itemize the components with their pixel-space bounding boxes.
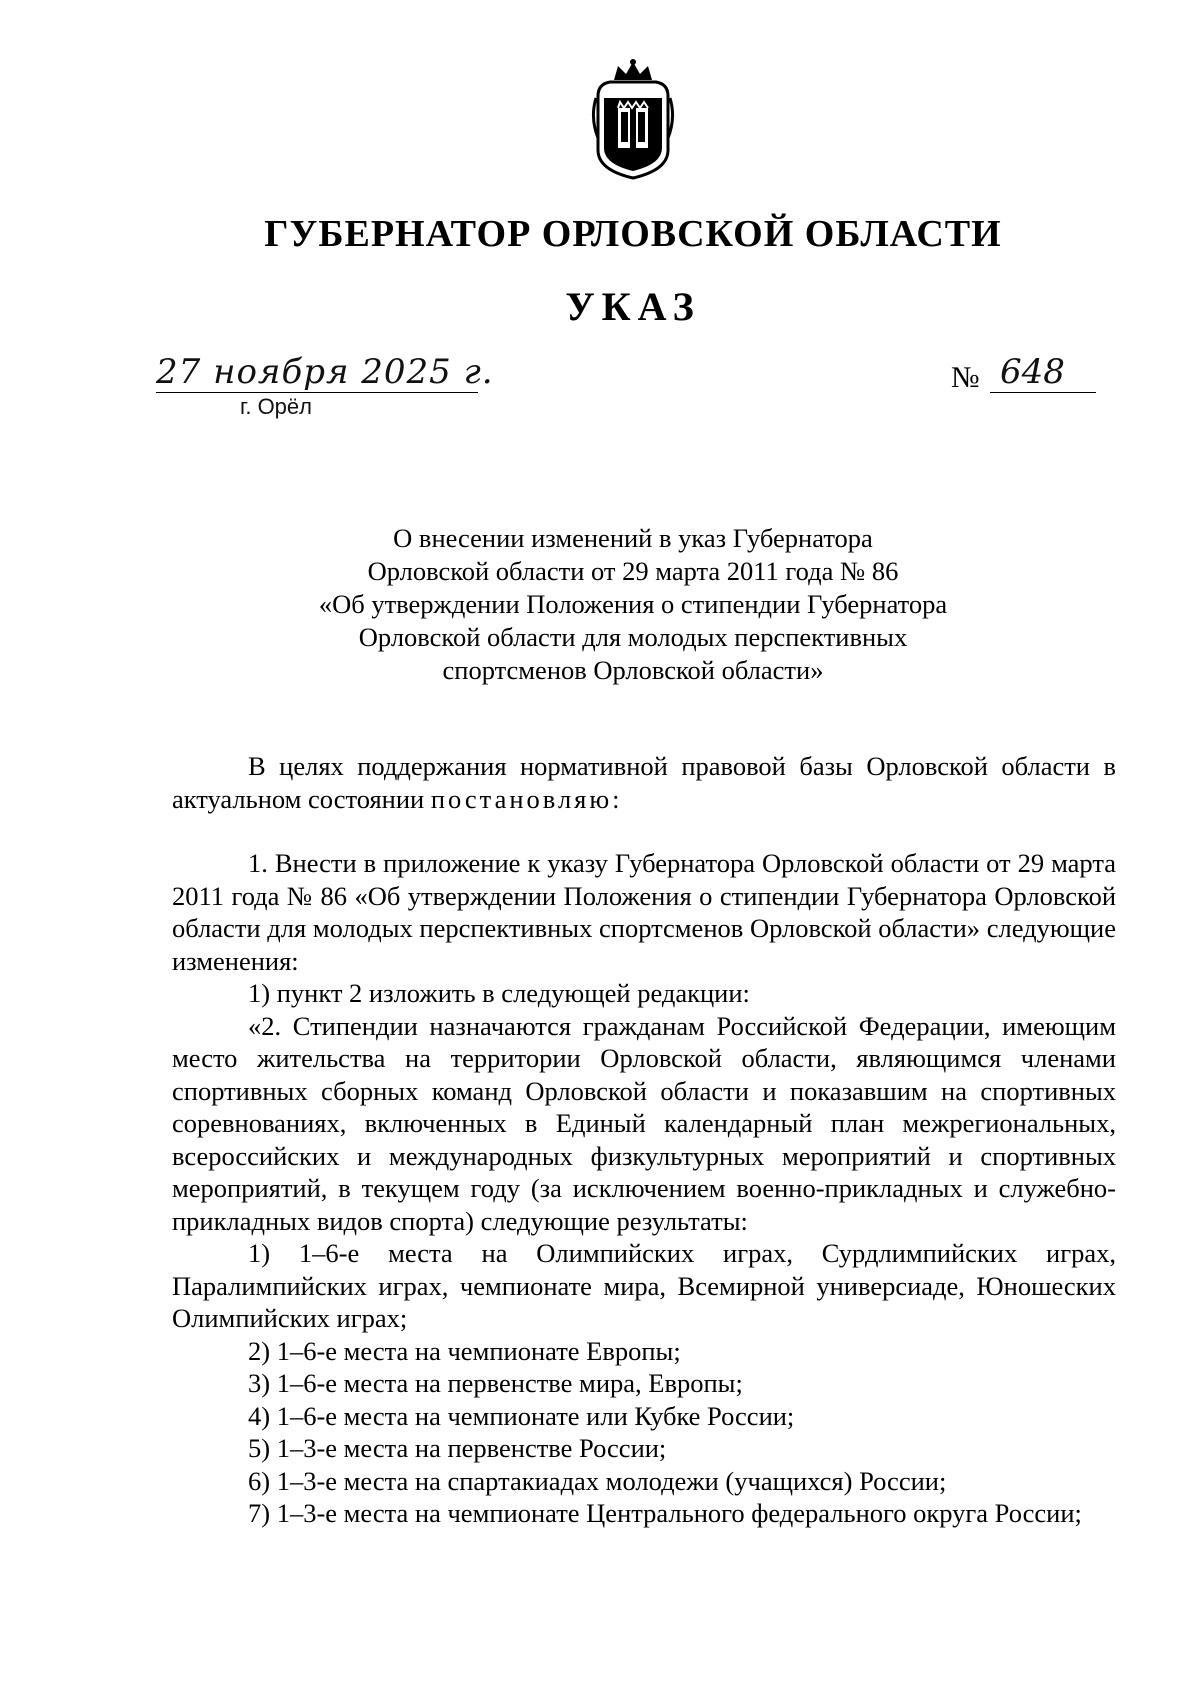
coat-of-arms-emblem (588, 58, 678, 180)
result-item: 2) 1–6-е места на чемпионате Европы; (248, 1335, 681, 1366)
result-item: 3) 1–6-е места на первенстве мира, Европы; (248, 1368, 743, 1398)
preamble-end: : (612, 783, 620, 814)
handwritten-date: 27 ноября 2025 г. (156, 352, 494, 392)
subitem-1-paragraph: 1) пункт 2 изложить в следующей редакции: (248, 978, 750, 1008)
item-1-paragraph: 1. Внести в приложение к указу Губернатора Орловской области от 29 марта 2011 года № 86 «Об утверждении Положения о стипендии Губернатора Орловской области для молодых перспективных спортсменов Орловской области» следующие изменения: (172, 848, 1116, 976)
result-item: 1) 1–6-е места на Олимпийских играх, Сурдлимпийских играх, Паралимпийских играх, чемпионате мира, Всемирной универсиаде, Юношеских Олимпийских играх; (172, 1238, 1116, 1333)
handwritten-number: 648 (1000, 352, 1065, 392)
quoted-clause-paragraph: «2. Стипендии назначаются гражданам Российской Федерации, имеющим место жительства на территории Орловской области, являющимся членами спортивных сборных команд Орловской области и показавшим на спортивных соревнованиях, включенных в Единый календарный план межрегиональных, всероссийских и международных физкультурных мероприятий и спортивных мероприятий, в текущем году (за исключением военно-прикладных и служебно-прикладных видов спорта) следующие результаты: (172, 1010, 1116, 1236)
document-type-title: УКАЗ (565, 284, 701, 329)
subject-line: спортсменов Орловской области» (442, 655, 824, 685)
number-sign: № (951, 361, 980, 394)
result-item: 6) 1–3-е места на спартакиадах молодежи (учащихся) России; (248, 1465, 947, 1496)
date-underline (156, 392, 478, 393)
preamble-text: В целях поддержания нормативной правовой базы Орловской области в актуальном состоянии (172, 751, 1116, 814)
result-item: 7) 1–3-е места на чемпионате Центрального федерального округа России; (248, 1498, 1082, 1528)
document-body (172, 750, 1116, 1530)
subject-line: Орловской области для молодых перспективных (358, 622, 908, 652)
issuing-authority-title: ГУБЕРНАТОР ОРЛОВСКОЙ ОБЛАСТИ (264, 213, 1002, 255)
subject-line: О внесении изменений в указ Губернатора (393, 523, 873, 553)
number-underline (990, 392, 1096, 393)
city-label: г. Орёл (240, 394, 312, 419)
subject-line: «Об утверждении Положения о стипендии Губернатора (318, 589, 948, 619)
preamble-decree-word: постановляю (430, 783, 613, 814)
result-item: 4) 1–6-е места на чемпионате или Кубке России; (248, 1400, 795, 1431)
document-subject (0, 522, 1200, 687)
result-item: 5) 1–3-е места на первенстве России; (248, 1433, 667, 1463)
subject-line: Орловской области от 29 марта 2011 года № 86 (367, 556, 899, 586)
preamble-paragraph (172, 750, 1116, 815)
